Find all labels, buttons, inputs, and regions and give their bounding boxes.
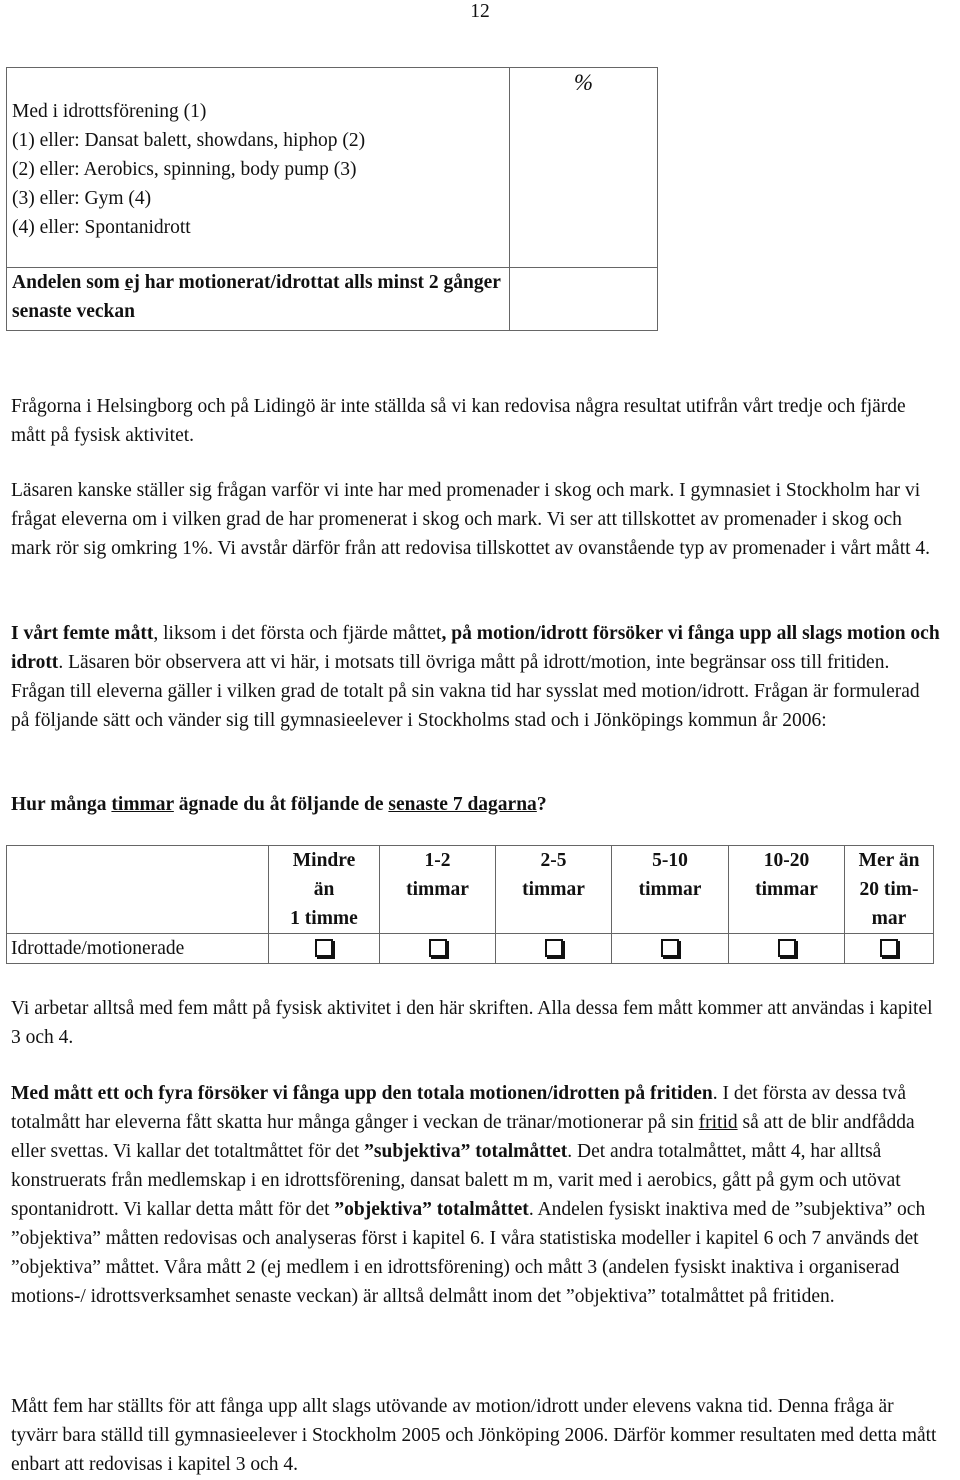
checkbox-2-5[interactable] [545,939,563,957]
hours-header-2-5: 2-5 timmar [496,846,612,934]
row-label-idrottade: Idrottade/motionerade [7,934,269,964]
hours-header-5-10: 5-10 timmar [612,846,729,934]
paragraph-totalmatt: Med mått ett och fyra försöker vi fånga upp den totala motionen/idrotten på fritiden. I det första av dessa två totalmått har eleverna fått skatta hur många gånger i veckan de tränar/motionerar på sin fritid så att de blir andfådda eller svettas. Vi kallar det totaltmåttet för det ”subjektiva” totalmåttet. Det andra totalmåttet, mått 4, har alltså konstruerats från medlemskap i en idrottsförening, dansat balett m m, varit med i aerobics, gått på gym och utövat spontanidrott. Vi kallar detta mått för det ”objektiva” totalmåttet. Andelen fysiskt inaktiva med de ”subjektiva” och ”objektiva” måtten redovisas och analyseras först i kapitel 6. I våra statistiska modeller i kapitel 6 och 7 används det ”objektiva” måttet. Våra mått 2 (ej medlem i en idrottsförening) och mått 3 (andelen fysiskt inaktiva i organiserad motions-/ idrottsverksamhet senaste veckan) är alltså delmått inom det ”objektiva” totalmåttet på fritiden. [11,1083,926,1307]
checkbox-gt20[interactable] [880,939,898,957]
paragraph-matt-fem: Mått fem har ställts för att fånga upp allt slags utövande av motion/idrott under elevens vakna tid. Denna fråga är tyvärr bara ställd till gymnasieelever i Stockholm 2005 och Jönköping 2006. Därför kommer resultaten med detta mått enbart att redovisas i kapitel 3 och 4. [11,1396,937,1475]
inactive-share-value-cell [510,268,658,331]
hours-header-gt20: Mer än 20 tim- mar [845,846,934,934]
inactive-share-label: Andelen som ej har motionerat/idrottat alls minst 2 gånger senaste veckan [12,272,501,322]
paragraph-fem-matt: Vi arbetar alltså med fem mått på fysisk aktivitet i den här skriften. Alla dessa fem mått kommer att användas i kapitel 3 och 4. [11,998,933,1048]
percent-header [510,68,658,268]
percent-symbol: % [573,70,594,95]
hours-header-1-2: 1-2 timmar [380,846,496,934]
checkbox-10-20[interactable] [778,939,796,957]
checkbox-lt1[interactable] [315,939,333,957]
measures-table [6,67,658,331]
paragraph-helsingborg: Frågorna i Helsingborg och på Lidingö är inte ställda så vi kan redovisa några resultat utifrån vårt tredje och fjärde mått på fysisk aktivitet. [11,396,906,446]
survey-question: Hur många timmar ägnade du åt följande de senaste 7 dagarna? [11,794,547,815]
page-number: 12 [470,1,490,22]
inactive-share-cell [7,268,510,331]
hours-header-10-20: 10-20 timmar [729,846,845,934]
activity-list: Med i idrottsförening (1) (1) eller: Dansat balett, showdans, hiphop (2) (2) eller: Aerobics, spinning, body pump (3) (3) eller: Gym (4) (4) eller: Spontanidrott [12,101,366,238]
activity-list-cell [7,68,510,268]
hours-table [6,845,934,964]
hours-header-lt1: Mindre än 1 timme [269,846,380,934]
hours-table-corner [7,846,269,934]
paragraph-promenader: Läsaren kanske ställer sig frågan varför vi inte har med promenader i skog och mark. I gymnasiet i Stockholm har vi frågat eleverna om i vilken grad de har promenerat i skog och mark. Vi ser att tillskottet av promenader i skog och mark rör sig omkring 1%. Vi avstår därför från att redovisa tillskottet av ovanstående typ av promenader i vårt mått 4. [11,480,931,559]
checkbox-1-2[interactable] [429,939,447,957]
paragraph-femte-matt: I vårt femte mått, liksom i det första och fjärde måttet, på motion/idrott försöker vi fånga upp all slags motion och idrott. Läsaren bör observera att vi här, i motsats till övriga mått på idrott/motion, inte begränsar oss till fritiden. Frågan till eleverna gäller i vilken grad de totalt på sin vakna tid har sysslat med motion/idrott. Frågan är formulerad på följande sätt och vänder sig till gymnasieelever i Stockholms stad och i Jönköpings kommun år 2006: [11,623,940,731]
checkbox-5-10[interactable] [661,939,679,957]
